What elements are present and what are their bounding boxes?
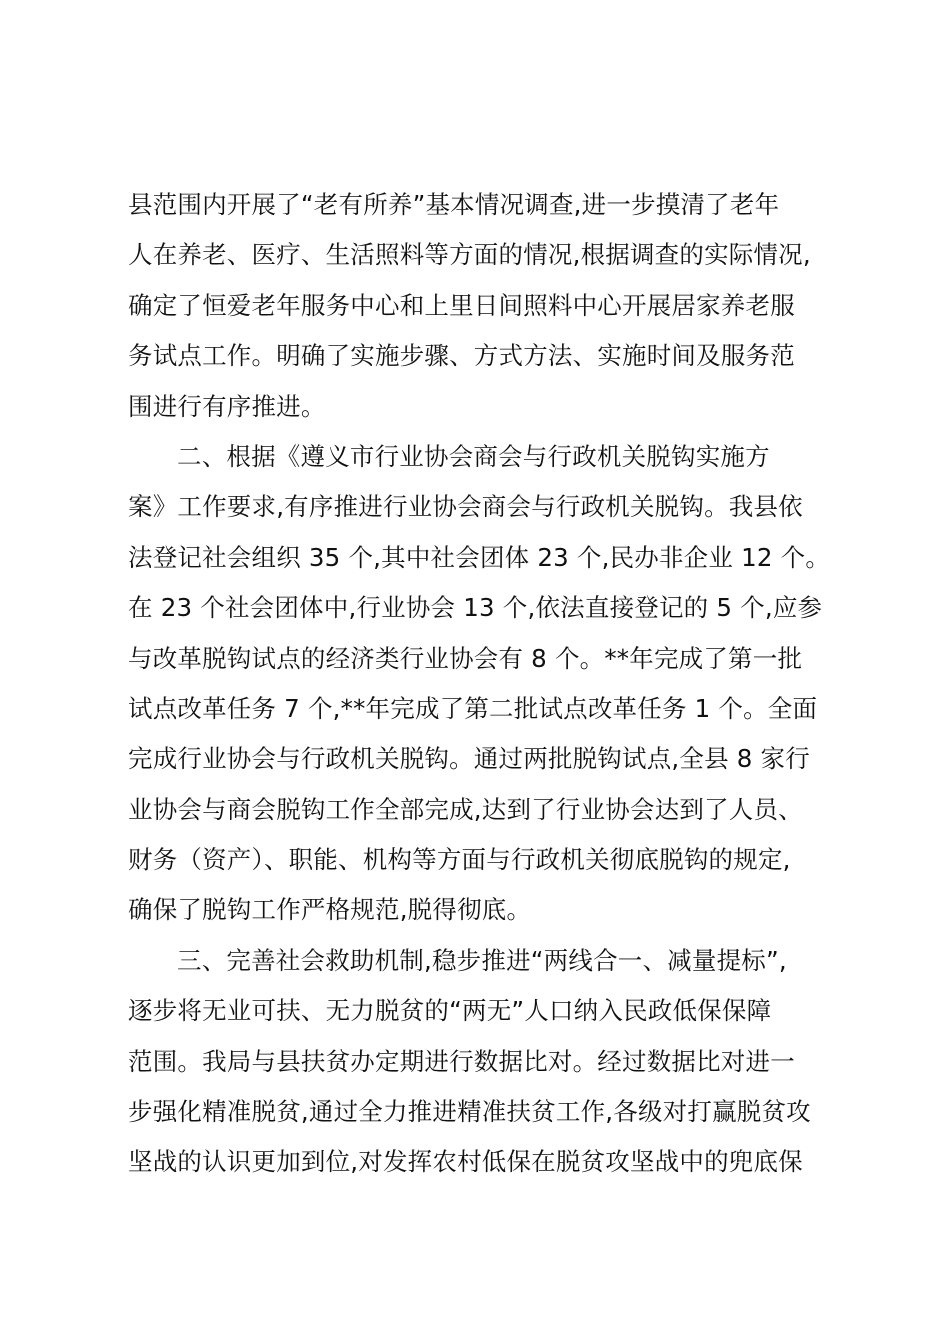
text-line: 法登记社会组织 35 个,其中社会团体 23 个,民办非企业 12 个。 — [128, 542, 831, 572]
text-line: 完成行业协会与行政机关脱钩。通过两批脱钩试点,全县 8 家行 — [128, 744, 810, 774]
text-line: 在 23 个社会团体中,行业协会 13 个,依法直接登记的 5 个,应参 — [128, 593, 823, 623]
document-body — [128, 180, 848, 1188]
text-line: 逐步将无业可扶、无力脱贫的“两无”人口纳入民政低保保障 — [128, 996, 772, 1026]
text-line: 业协会与商会脱钩工作全部完成,达到了行业协会达到了人员、 — [128, 794, 803, 824]
text-line: 范围。我局与县扶贫办定期进行数据比对。经过数据比对进一 — [128, 1046, 795, 1076]
text-line: 确保了脱钩工作严格规范,脱得彻底。 — [128, 895, 532, 925]
text-line: 务试点工作。明确了实施步骤、方式方法、实施时间及服务范 — [128, 341, 795, 371]
text-line: 试点改革任务 7 个,**年完成了第二批试点改革任务 1 个。全面 — [128, 693, 818, 723]
text-line: 二、根据《遵义市行业协会商会与行政机关脱钩实施方 — [177, 441, 770, 471]
text-line: 确定了恒爱老年服务中心和上里日间照料中心开展居家养老服 — [128, 290, 795, 320]
text-line: 案》工作要求,有序推进行业协会商会与行政机关脱钩。我县依 — [128, 492, 803, 522]
paragraph — [128, 936, 848, 1188]
paragraph — [128, 432, 848, 936]
text-line: 围进行有序推进。 — [128, 391, 326, 421]
text-line: 步强化精准脱贫,通过全力推进精准扶贫工作,各级对打赢脱贫攻 — [128, 1097, 811, 1127]
text-line: 人在养老、医疗、生活照料等方面的情况,根据调查的实际情况, — [128, 240, 811, 270]
text-line: 财务（资产）、职能、机构等方面与行政机关彻底脱钩的规定, — [128, 845, 791, 875]
text-line: 坚战的认识更加到位,对发挥农村低保在脱贫攻坚战中的兜底保 — [128, 1147, 803, 1177]
text-line: 三、完善社会救助机制,稳步推进“两线合一、减量提标”, — [177, 945, 787, 975]
paragraph — [128, 180, 848, 432]
text-line: 与改革脱钩试点的经济类行业协会有 8 个。**年完成了第一批 — [128, 643, 803, 673]
text-line: 县范围内开展了“老有所养”基本情况调查,进一步摸清了老年 — [128, 190, 780, 219]
